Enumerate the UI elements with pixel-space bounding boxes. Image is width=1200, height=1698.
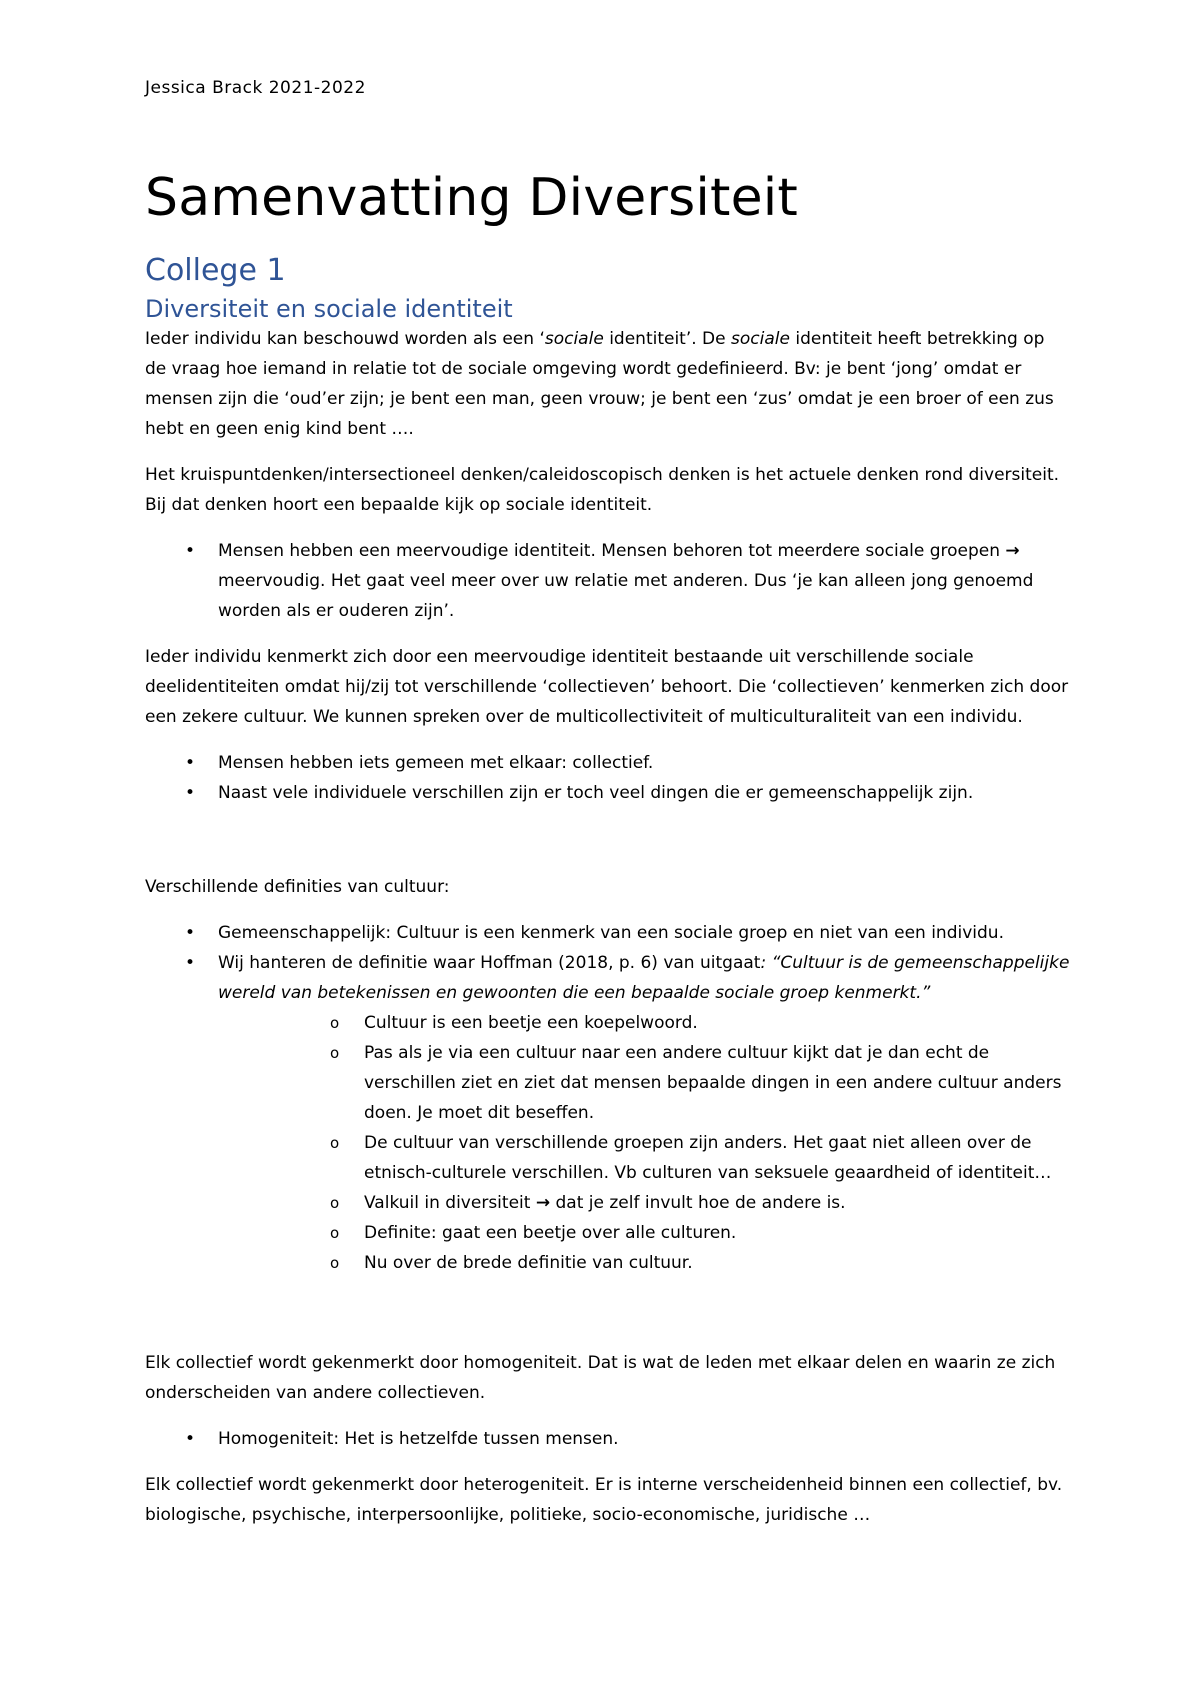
list-item xyxy=(145,748,1070,778)
arrow-right-icon: → xyxy=(1005,541,1020,561)
list-item xyxy=(145,536,1070,626)
list-item xyxy=(145,778,1070,808)
text-run: Mensen hebben iets gemeen met elkaar: collectief. xyxy=(218,753,654,773)
circle-bullet-icon: o xyxy=(330,1014,340,1032)
text-run: Gemeenschappelijk: Cultuur is een kenmerk van een sociale groep en niet van een individu. xyxy=(218,923,1004,943)
text-run: Wij hanteren de definitie waar Hoffman (2018, p. 6) van uitgaat xyxy=(218,953,761,973)
bullet-icon: • xyxy=(185,753,196,773)
paragraph-heterogeniteit: Elk collectief wordt gekenmerkt door heterogeniteit. Er is interne verscheidenheid binnen een collectief, bv. biologische, psychische, interpersoonlijke, politieke, socio-economische, juridische … xyxy=(145,1475,1063,1525)
sub-list-item xyxy=(218,1128,1070,1188)
text-run: identiteit heeft betrekking op de vraag hoe iemand in relatie tot de sociale omgeving wordt gedefinieerd. Bv: je bent ‘jong’ omdat er mensen zijn die ‘oud’er zijn; je bent een man, geen vrouw; je bent een ‘zus’ omdat je een broer of een zus hebt en geen enig kind bent …. xyxy=(145,329,1054,439)
text-run: Pas als je via een cultuur naar een andere cultuur kijkt dat je dan echt de verschillen ziet en ziet dat mensen bepaalde dingen in een andere cultuur anders doen. Je moet dit beseffen. xyxy=(364,1043,1062,1123)
paragraph-kruispuntdenken: Het kruispuntdenken/intersectioneel denken/caleidoscopisch denken is het actuele denken rond diversiteit. Bij dat denken hoort een bepaalde kijk op sociale identiteit. xyxy=(145,465,1060,515)
bullet-list-homogeniteit xyxy=(145,1424,1070,1454)
sub-list-item xyxy=(218,1038,1070,1128)
header-author-year: Jessica Brack 2021-2022 xyxy=(145,78,366,98)
bullet-list-collectief xyxy=(145,748,1070,808)
college-heading: College 1 xyxy=(145,253,286,288)
circle-bullet-icon: o xyxy=(330,1194,340,1212)
bullet-icon: • xyxy=(185,1429,196,1449)
section-heading: Diversiteit en sociale identiteit xyxy=(145,295,513,323)
list-item xyxy=(145,948,1070,1278)
text-run: Definite: gaat een beetje over alle culturen. xyxy=(364,1223,737,1243)
paragraph-sociale-identiteit xyxy=(145,324,1070,444)
circle-bullet-icon: o xyxy=(330,1134,340,1152)
sub-list-item xyxy=(218,1188,1070,1218)
text-run-italic: sociale xyxy=(544,329,604,349)
list-item xyxy=(145,1424,1070,1454)
text-run: De cultuur van verschillende groepen zijn anders. Het gaat niet alleen over de etnisch-culturele verschillen. Vb culturen van seksuele geaardheid of identiteit… xyxy=(364,1133,1052,1183)
sub-list-item xyxy=(218,1008,1070,1038)
paragraph-homogeniteit: Elk collectief wordt gekenmerkt door homogeniteit. Dat is wat de leden met elkaar delen en waarin ze zich onderscheiden van andere collectieven. xyxy=(145,1353,1056,1403)
text-run: Ieder individu kan beschouwd worden als een ‘ xyxy=(145,329,545,349)
bullet-icon: • xyxy=(185,541,196,561)
document-title: Samenvatting Diversiteit xyxy=(145,168,799,228)
sub-list-item xyxy=(218,1248,1070,1278)
text-run: Cultuur is een beetje een koepelwoord. xyxy=(364,1013,698,1033)
text-run: meervoudig. Het gaat veel meer over uw relatie met anderen. Dus ‘je kan alleen jong genoemd worden als er ouderen zijn’. xyxy=(218,571,1034,621)
bullet-icon: • xyxy=(185,923,196,943)
sub-list-item xyxy=(218,1218,1070,1248)
circle-bullet-icon: o xyxy=(330,1254,340,1272)
list-item xyxy=(145,918,1070,948)
bullet-list-cultuur xyxy=(145,918,1070,1278)
circle-bullet-icon: o xyxy=(330,1224,340,1242)
text-run: Valkuil in diversiteit xyxy=(364,1193,536,1213)
quote-hoffman: : “Cultuur is de gemeenschappelijke wereld van betekenissen en gewoonten die een bepaalde sociale groep kenmerkt.” xyxy=(218,953,1070,1003)
text-run: identiteit’. De xyxy=(603,329,732,349)
text-run: Naast vele individuele verschillen zijn er toch veel dingen die er gemeenschappelijk zijn. xyxy=(218,783,974,803)
bullet-icon: • xyxy=(185,783,196,803)
sub-list-cultuur xyxy=(218,1008,1070,1278)
text-run-italic: sociale xyxy=(731,329,790,349)
circle-bullet-icon: o xyxy=(330,1044,340,1062)
text-run: Nu over de brede definitie van cultuur. xyxy=(364,1253,693,1273)
arrow-right-icon: → xyxy=(535,1193,551,1213)
text-run: Homogeniteit: Het is hetzelfde tussen mensen. xyxy=(218,1429,619,1449)
text-run: Mensen hebben een meervoudige identiteit. Mensen behoren tot meerdere sociale groepen xyxy=(218,541,1006,561)
paragraph-definities-cultuur: Verschillende definities van cultuur: xyxy=(145,877,450,897)
text-run: dat je zelf invult hoe de andere is. xyxy=(555,1193,846,1213)
bullet-list-meervoudig xyxy=(145,536,1070,626)
bullet-icon: • xyxy=(185,953,196,973)
paragraph-meervoudige-identiteit: Ieder individu kenmerkt zich door een meervoudige identiteit bestaande uit verschillende sociale deelidentiteiten omdat hij/zij tot verschillende ‘collectieven’ behoort. Die ‘collectieven’ kenmerken zich door een zekere cultuur. We kunnen spreken over de multicollectiviteit of multiculturaliteit van een individu. xyxy=(145,647,1069,727)
